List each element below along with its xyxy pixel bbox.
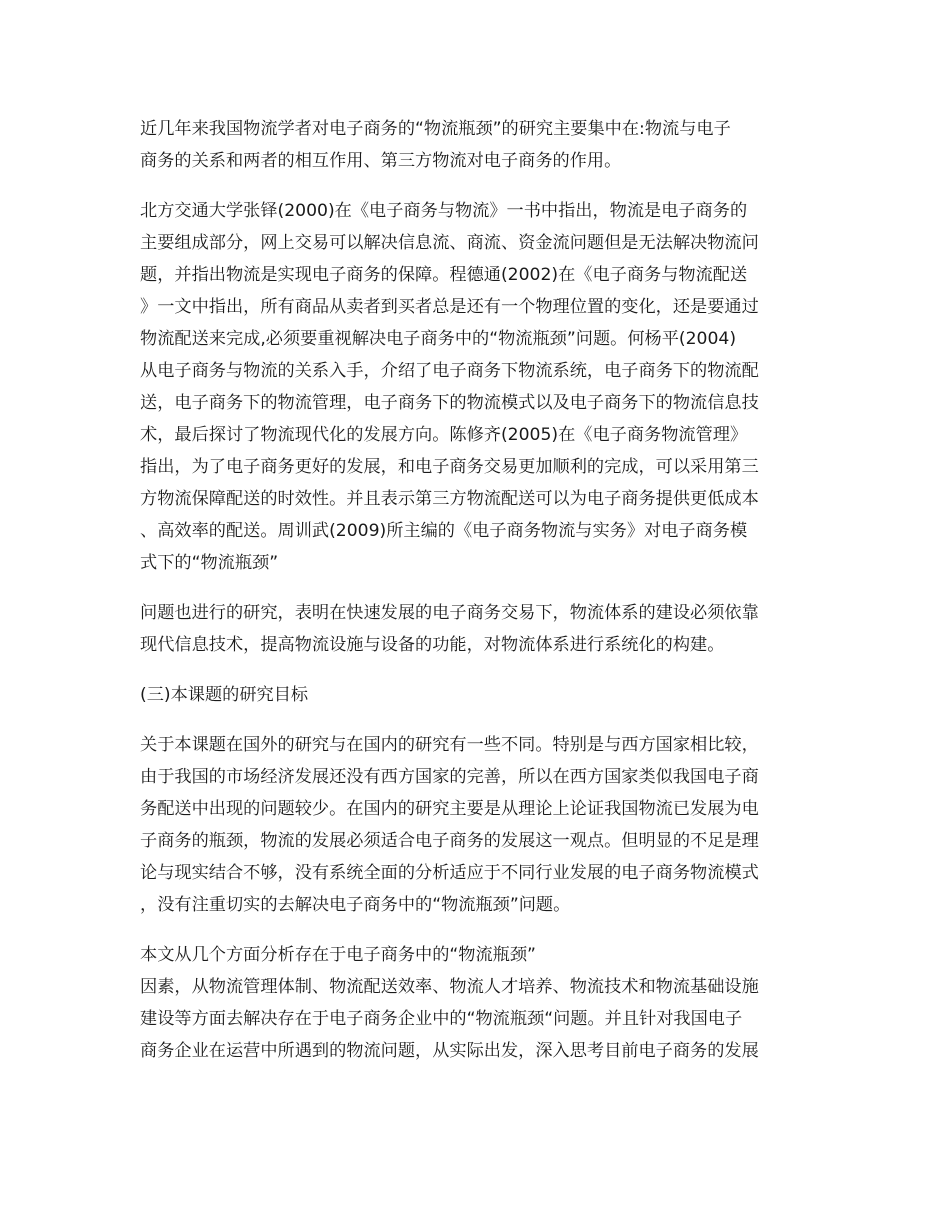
text-line: 建设等方面去解决存在于电子商务企业中的“物流瓶颈“问题。并且针对我国电子 <box>140 1009 743 1029</box>
text-line: ，没有注重切实的去解决电子商务中的“物流瓶颈”问题。 <box>140 895 571 915</box>
text-line: 由于我国的市场经济发展还没有西方国家的完善，所以在西方国家类似我国电子商 <box>140 767 759 787</box>
text-line: 问题也进行的研究，表明在快速发展的电子商务交易下，物流体系的建设必须依靠 <box>140 603 759 623</box>
text-line: 近几年来我国物流学者对电子商务的“物流瓶颈”的研究主要集中在:物流与电子 <box>140 119 731 139</box>
paragraph-1 <box>140 113 812 177</box>
text-line: 关于本课题在国外的研究与在国内的研究有一些不同。特别是与西方国家相比较， <box>140 735 759 755</box>
paragraph-3 <box>140 597 812 661</box>
text-line: 商务的关系和两者的相互作用、第三方物流对电子商务的作用。 <box>140 151 622 171</box>
text-line: 子商务的瓶颈，物流的发展必须适合电子商务的发展这一观点。但明显的不足是理 <box>140 831 759 851</box>
section-heading <box>140 679 812 711</box>
text-line: 商务企业在运营中所遇到的物流问题，从实际出发，深入思考目前电子商务的发展 <box>140 1041 759 1061</box>
text-line: 物流配送来完成,必须要重视解决电子商务中的“物流瓶颈”问题。何杨平(2004) <box>140 329 737 349</box>
text-line: 因素，从物流管理体制、物流配送效率、物流人才培养、物流技术和物流基础设施 <box>140 977 759 997</box>
text-line: 本文从几个方面分析存在于电子商务中的“物流瓶颈” <box>140 945 536 965</box>
text-line: 北方交通大学张铎(2000)在《电子商务与物流》一书中指出，物流是电子商务的 <box>140 201 748 221</box>
text-line: 现代信息技术，提高物流设施与设备的功能，对物流体系进行系统化的构建。 <box>140 635 725 655</box>
paragraph-2 <box>140 195 812 579</box>
text-line: 从电子商务与物流的关系入手，介绍了电子商务下物流系统，电子商务下的物流配 <box>140 361 759 381</box>
text-line: 、高效率的配送。周训武(2009)所主编的《电子商务物流与实务》对电子商务模 <box>140 521 748 541</box>
paragraph-4 <box>140 729 812 921</box>
text-line: 题，并指出物流是实现电子商务的保障。程德通(2002)在《电子商务与物流配送 <box>140 265 748 285</box>
text-line: 论与现实结合不够，没有系统全面的分析适应于不同行业发展的电子商务物流模式 <box>140 863 759 883</box>
text-line: 》一文中指出，所有商品从卖者到买者总是还有一个物理位置的变化，还是要通过 <box>140 297 759 317</box>
text-line: 指出，为了电子商务更好的发展，和电子商务交易更加顺利的完成，可以采用第三 <box>140 457 759 477</box>
text-line: 送，电子商务下的物流管理，电子商务下的物流模式以及电子商务下的物流信息技 <box>140 393 759 413</box>
document-page <box>140 113 812 1067</box>
text-line: 方物流保障配送的时效性。并且表示第三方物流配送可以为电子商务提供更低成本 <box>140 489 759 509</box>
text-line: 务配送中出现的问题较少。在国内的研究主要是从理论上论证我国物流已发展为电 <box>140 799 759 819</box>
text-line: 式下的“物流瓶颈” <box>140 553 279 573</box>
text-line: (三)本课题的研究目标 <box>140 685 309 705</box>
paragraph-5 <box>140 939 812 1067</box>
text-line: 主要组成部分，网上交易可以解决信息流、商流、资金流问题但是无法解决物流问 <box>140 233 759 253</box>
text-line: 术，最后探讨了物流现代化的发展方向。陈修齐(2005)在《电子商务物流管理》 <box>140 425 748 445</box>
